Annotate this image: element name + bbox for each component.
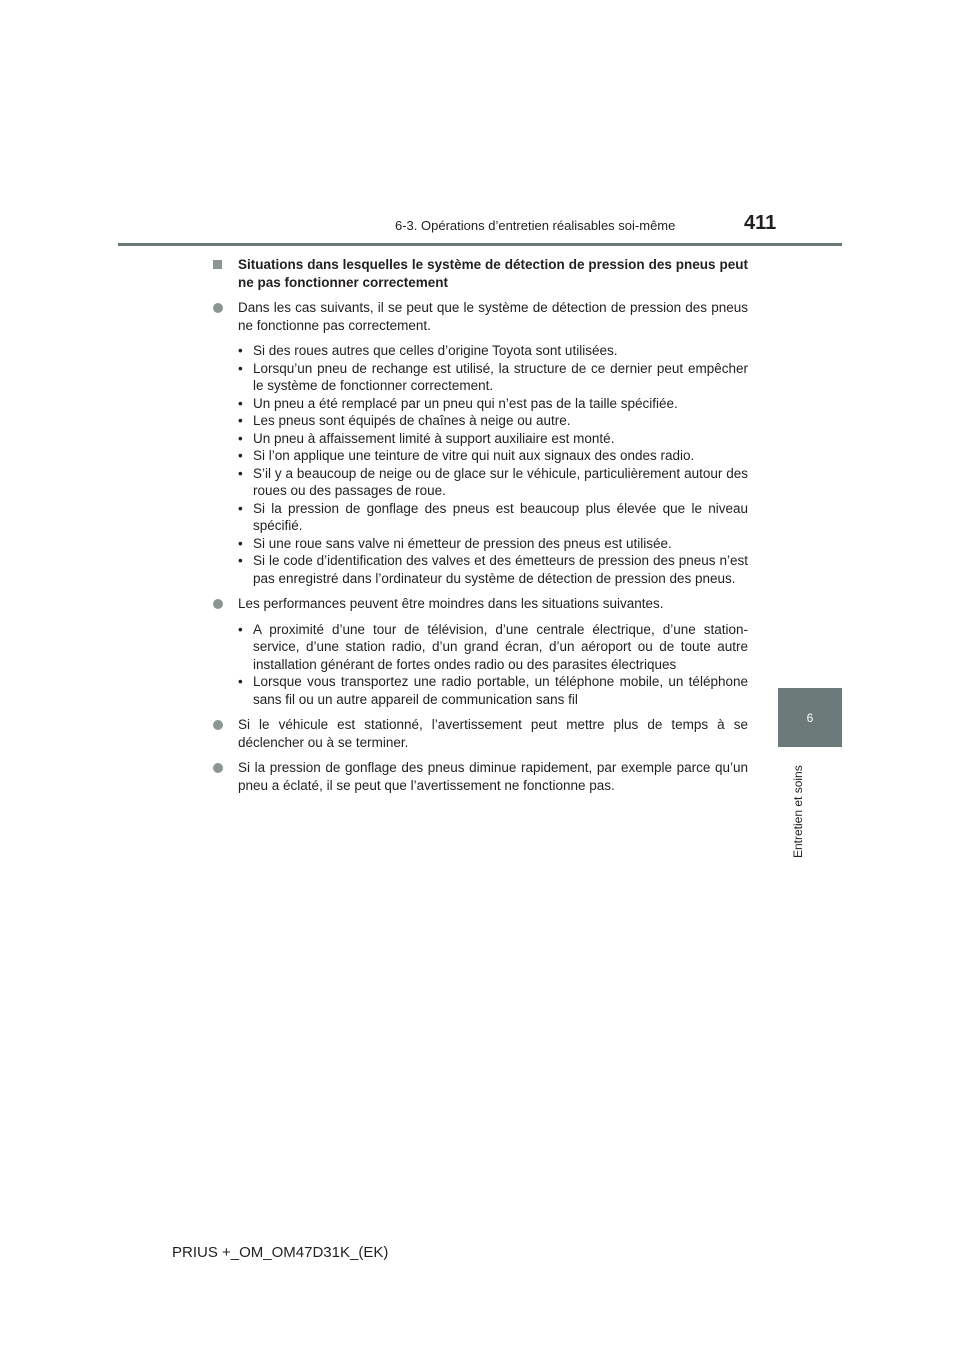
sub-item-text: A proximité d’une tour de télévision, d’une centrale électrique, d’une station-service, d’une station radio, d’un grand écran, d’un aéroport ou de toute autre installation générant de fortes ondes radio ou des parasites électriques — [253, 621, 748, 672]
heading-text: Situations dans lesquelles le système de détection de pression des pneus peut ne pas fonctionner correctement — [238, 257, 748, 290]
sub-list — [210, 342, 748, 587]
page-number: 411 — [744, 212, 777, 234]
round-bullet-icon — [213, 720, 223, 730]
paragraph-text: Si la pression de gonflage des pneus diminue rapidement, par exemple parce qu’un pneu a éclaté, il se peut que l’avertissement ne fonctionne pas. — [238, 760, 748, 793]
section-title: 6-3. Opérations d’entretien réalisables soi-même — [395, 218, 676, 233]
sub-list-item: • Un pneu à affaissement limité à support auxiliaire est monté. — [238, 430, 615, 446]
sub-list-item: • Si le code d’identification des valves et des émetteurs de pression des pneus n’est pas enregistré dans l’ordinateur du système de détection de pression des pneus. — [238, 553, 748, 586]
list-item — [210, 595, 748, 613]
sub-item-text: Si le code d’identification des valves et des émetteurs de pression des pneus n’est pas enregistré dans l’ordinateur du système de détection de pression des pneus. — [253, 553, 748, 586]
sub-item-text: Si une roue sans valve ni émetteur de pression des pneus est utilisée. — [253, 535, 672, 551]
header-divider — [118, 243, 842, 246]
sub-list-item: • Si la pression de gonflage des pneus est beaucoup plus élevée que le niveau spécifié. — [238, 500, 748, 533]
sub-item-text: S’il y a beaucoup de neige ou de glace sur le véhicule, particulièrement autour des roues ou des passages de roue. — [253, 465, 748, 498]
chapter-side-label: Entretien et soins — [791, 765, 805, 858]
paragraph-text: Dans les cas suivants, il se peut que le système de détection de pression des pneus ne fonctionne pas correctement. — [238, 300, 748, 333]
round-bullet-icon — [213, 763, 223, 773]
square-bullet-icon — [213, 260, 222, 269]
sub-list-item: • Si des roues autres que celles d’origine Toyota sont utilisées. — [238, 343, 618, 358]
sub-item-text: Si l’on applique une teinture de vitre qui nuit aux signaux des ondes radio. — [253, 448, 695, 463]
sub-list-item: • Lorsque vous transportez une radio portable, un téléphone mobile, un téléphone sans fil ou un autre appareil de communication sans fil — [238, 674, 748, 707]
list-item — [210, 299, 748, 334]
sub-list-item: • A proximité d’une tour de télévision, d’une centrale électrique, d’une station-service, d’une station radio, d’un grand écran, d’un aéroport ou de toute autre installation générant de fortes ondes radio ou des parasites électriques — [238, 621, 748, 672]
paragraph-text: Si le véhicule est stationné, l’avertissement peut mettre plus de temps à se déclencher ou à se terminer. — [238, 717, 748, 750]
sub-list-item: • Si l’on applique une teinture de vitre qui nuit aux signaux des ondes radio. — [238, 448, 695, 463]
chapter-tab[interactable] — [778, 688, 842, 747]
sub-list-item: • Un pneu a été remplacé par un pneu qui n’est pas de la taille spécifiée. — [238, 395, 678, 411]
subsection-heading — [210, 256, 748, 291]
paragraph-text: Les performances peuvent être moindres dans les situations suivantes. — [238, 596, 664, 611]
list-item — [210, 716, 748, 751]
list-item — [210, 759, 748, 794]
round-bullet-icon — [213, 303, 223, 313]
sub-list-item: • Les pneus sont équipés de chaînes à neige ou autre. — [238, 413, 571, 428]
sub-list-item: • Si une roue sans valve ni émetteur de pression des pneus est utilisée. — [238, 535, 672, 551]
sub-list-item: • S’il y a beaucoup de neige ou de glace sur le véhicule, particulièrement autour des roues ou des passages de roue. — [238, 465, 748, 498]
sub-item-text: Lorsque vous transportez une radio portable, un téléphone mobile, un téléphone sans fil ou un autre appareil de communication sans fil — [253, 674, 748, 707]
sub-list-item: • Lorsqu’un pneu de rechange est utilisé, la structure de ce dernier peut empêcher le système de fonctionner correctement. — [238, 360, 748, 393]
sub-item-text: Si la pression de gonflage des pneus est beaucoup plus élevée que le niveau spécifié. — [253, 500, 748, 533]
sub-item-text: Un pneu a été remplacé par un pneu qui n’est pas de la taille spécifiée. — [253, 395, 678, 411]
main-content — [210, 256, 748, 802]
round-bullet-icon — [213, 599, 223, 609]
document-code: PRIUS +_OM_OM47D31K_(EK) — [172, 1244, 389, 1261]
sub-list — [210, 621, 748, 709]
sub-item-text: Lorsqu’un pneu de rechange est utilisé, la structure de ce dernier peut empêcher le système de fonctionner correctement. — [253, 360, 748, 393]
sub-item-text: Si des roues autres que celles d’origine Toyota sont utilisées. — [253, 343, 618, 358]
sub-item-text: Un pneu à affaissement limité à support auxiliaire est monté. — [253, 430, 615, 446]
sub-item-text: Les pneus sont équipés de chaînes à neige ou autre. — [253, 413, 571, 428]
chapter-number: 6 — [806, 710, 814, 725]
